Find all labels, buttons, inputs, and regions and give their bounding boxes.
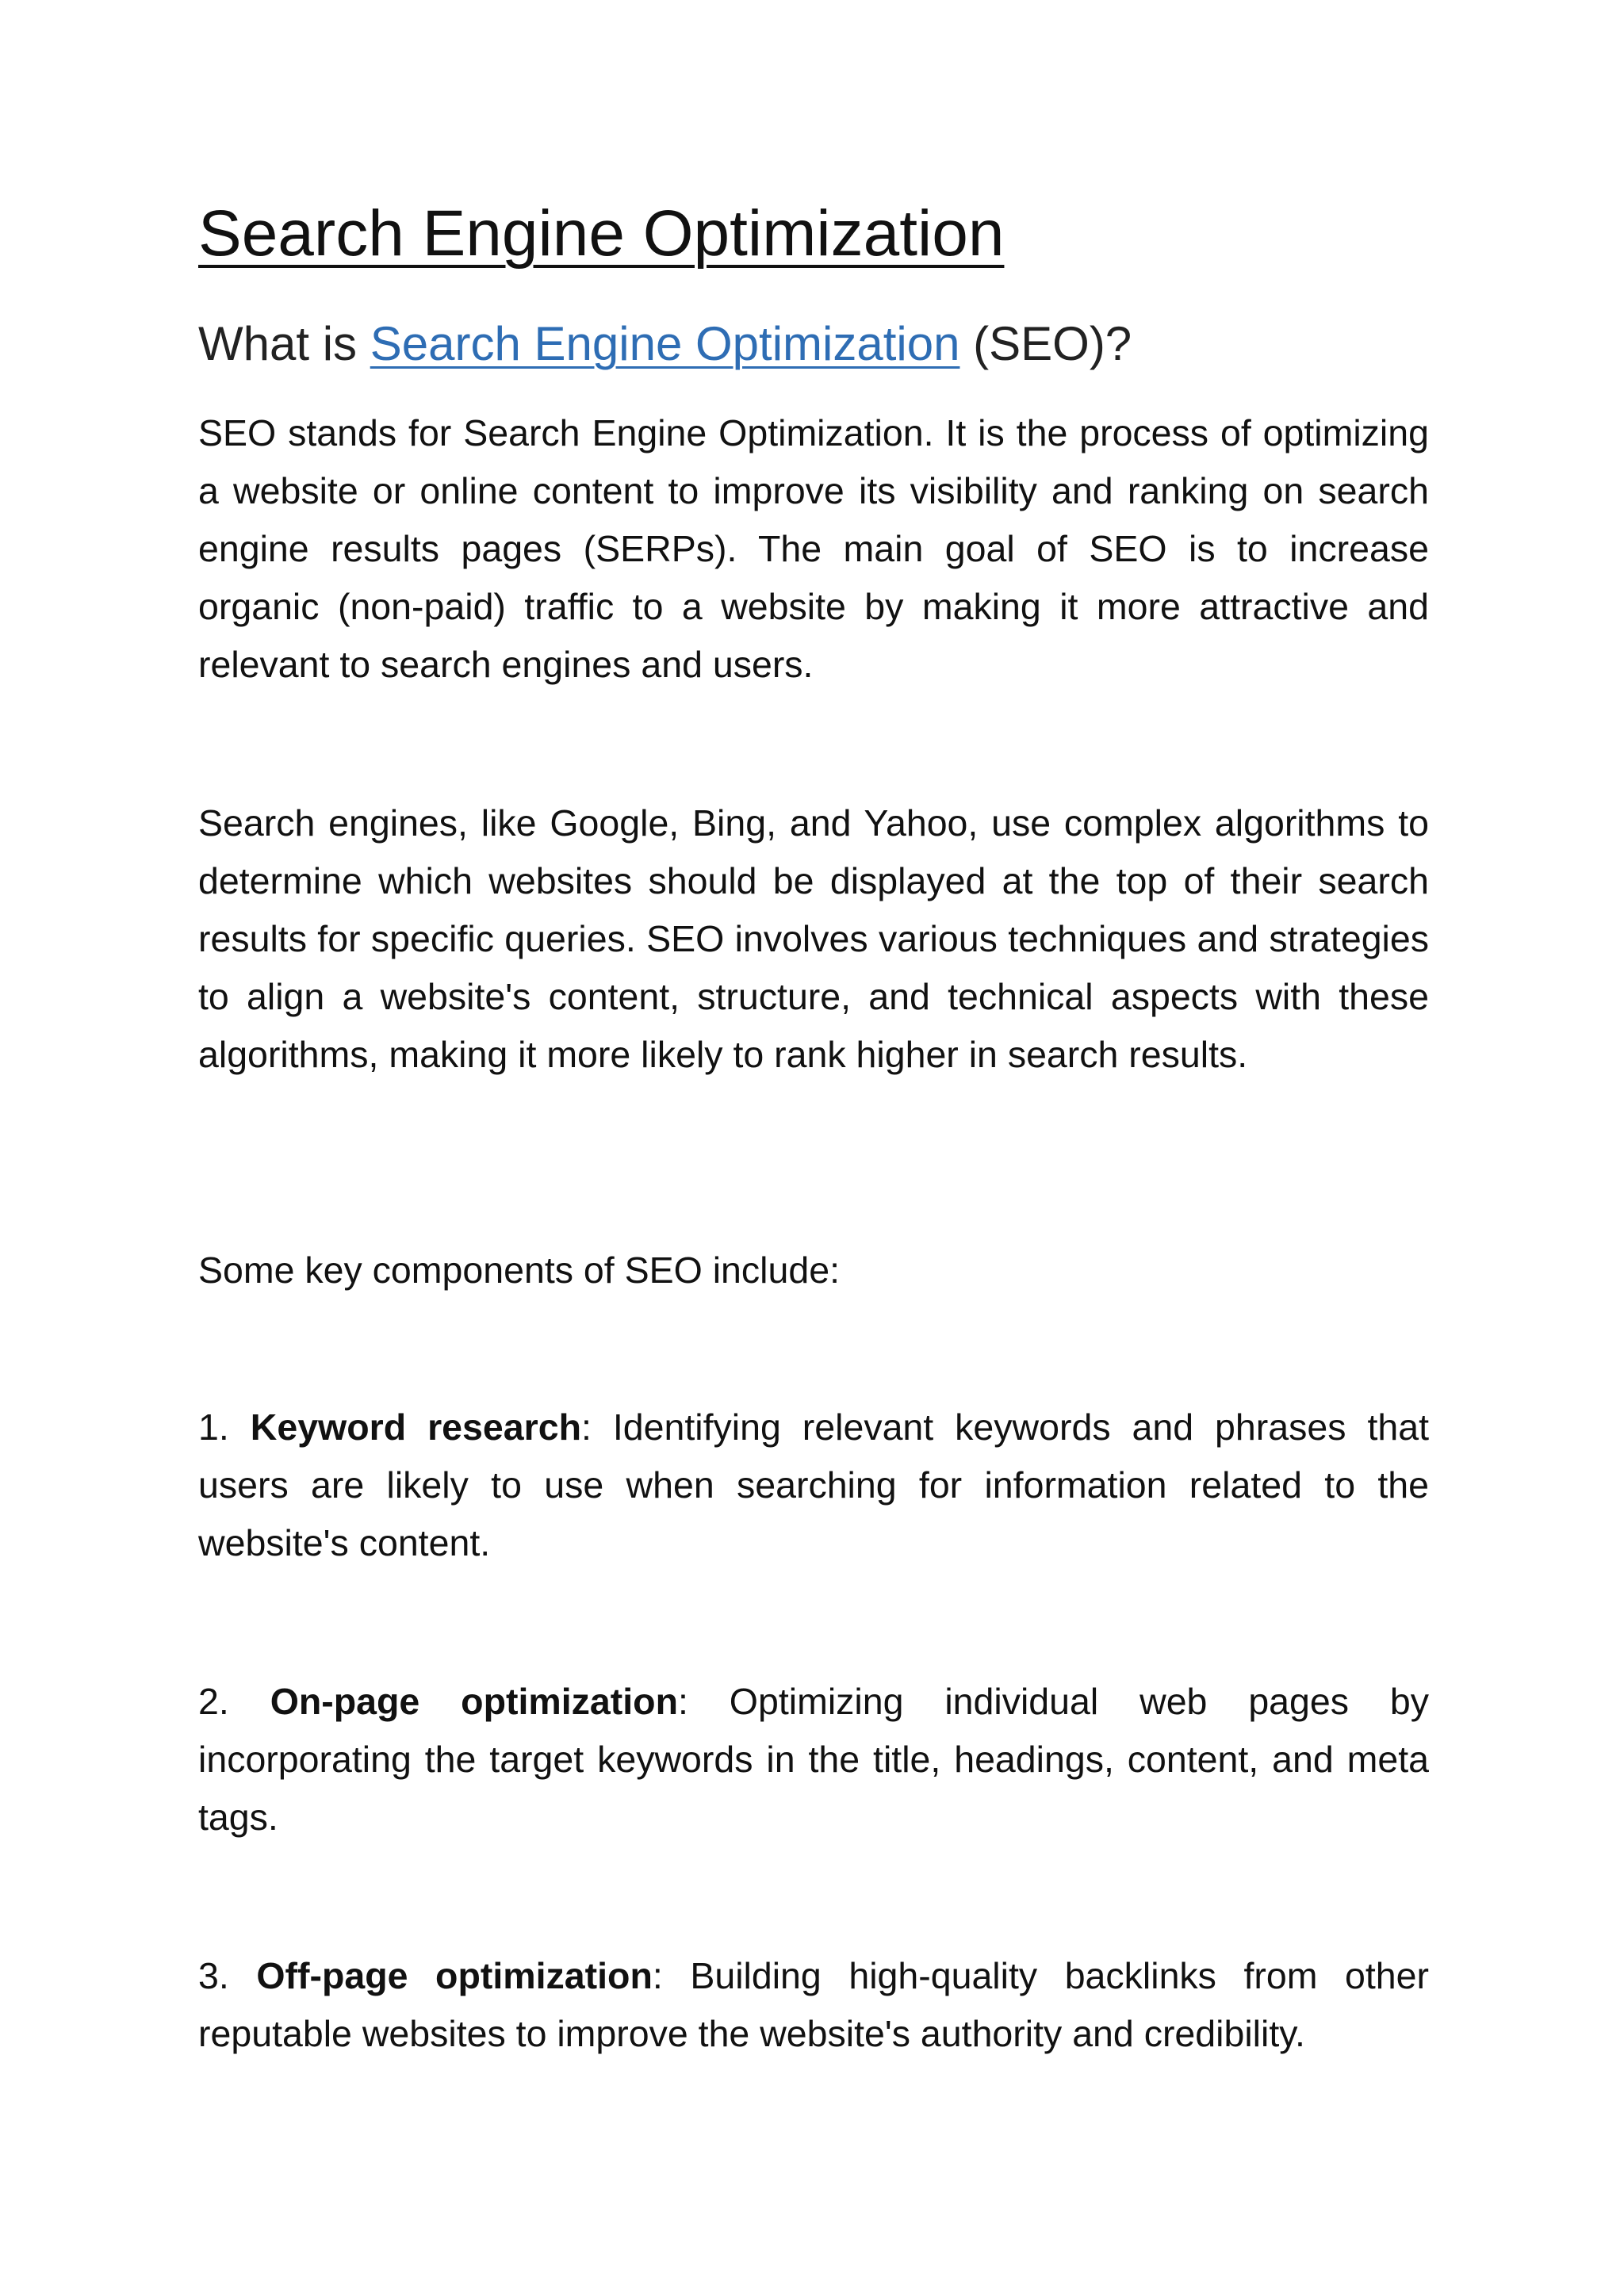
search-engines-paragraph: Search engines, like Google, Bing, and Yahoo, use complex algorithms to determine which websites should be displayed at the top of their search results for specific queries. SEO involves various techniques and strategies to align a website's content, structure, and technical aspects with these algorithms, making it more likely to rank higher in search results.: [198, 802, 1429, 1075]
component-item-on-page-optimization: [198, 1673, 1429, 1846]
component-term: Keyword research: [250, 1406, 581, 1448]
component-item-keyword-research: [198, 1399, 1429, 1572]
seo-link[interactable]: Search Engine Optimization: [370, 317, 960, 370]
component-term: On-page optimization: [270, 1681, 678, 1722]
component-number: 2.: [198, 1681, 270, 1722]
component-term: Off-page optimization: [256, 1955, 653, 1996]
page-title: Search Engine Optimization: [198, 197, 1005, 270]
component-number: 3.: [198, 1955, 257, 1996]
component-number: 1.: [198, 1406, 251, 1448]
intro-paragraph: SEO stands for Search Engine Optimization. It is the process of optimizing a website or online content to improve its visibility and ranking on search engine results pages (SERPs). The main goal of SEO is to increase organic (non-paid) traffic to a website by making it more attractive and relevant to search engines and users.: [198, 412, 1429, 685]
component-description: : Optimizing individual web pages by incorporating the target keywords in the title, headings, content, and meta tags.: [198, 1681, 1430, 1838]
section-heading: [198, 316, 1132, 373]
components-intro-paragraph: Some key components of SEO include:: [198, 1249, 841, 1291]
heading-suffix: (SEO)?: [959, 317, 1132, 370]
component-item-off-page-optimization: [198, 1947, 1429, 2063]
component-description: : Building high-quality backlinks from other reputable websites to improve the website's authority and credibility.: [198, 1955, 1430, 2054]
heading-prefix: What is: [198, 317, 370, 370]
component-description: : Identifying relevant keywords and phrases that users are likely to use when searching for information related to the website's content.: [198, 1406, 1430, 1563]
